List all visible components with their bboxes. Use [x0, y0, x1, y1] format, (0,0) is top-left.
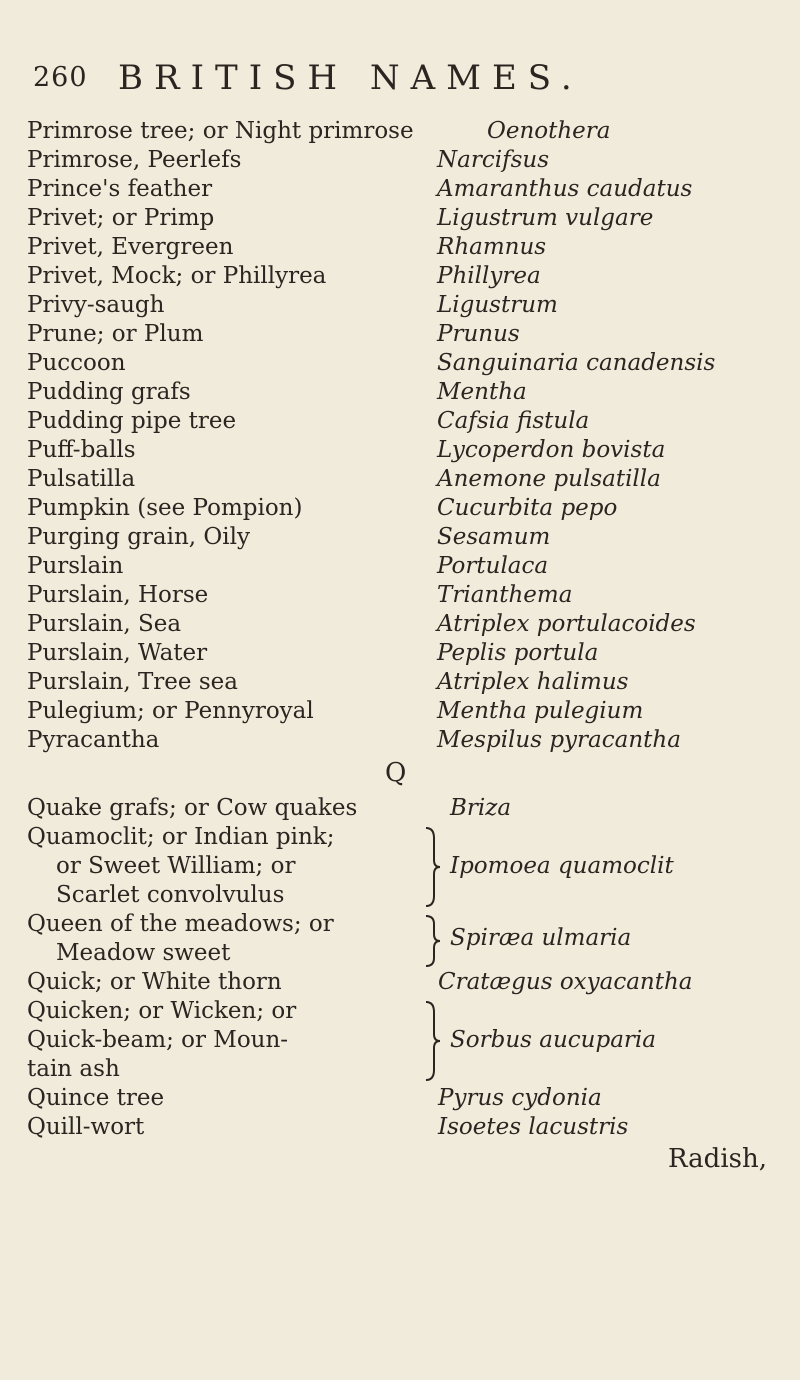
latin-name: Cafsia fistula — [437, 408, 590, 434]
english-name: Purslain, Horse — [27, 582, 209, 608]
english-name: Prince's feather — [27, 176, 213, 202]
english-name: Privet, Evergreen — [27, 234, 234, 260]
latin-name: Ligustrum — [437, 292, 558, 318]
latin-name: Atriplex halimus — [437, 669, 629, 695]
english-name: Purslain — [27, 553, 124, 579]
latin-name: Atriplex portulacoides — [437, 611, 696, 637]
english-name: Primrose, Peerlefs — [27, 147, 242, 173]
english-name: tain ash — [27, 1056, 120, 1082]
english-name: Puff-balls — [27, 437, 136, 463]
english-name: Meadow sweet — [56, 940, 231, 966]
latin-name: Sesamum — [437, 524, 551, 550]
english-name: Pulsatilla — [27, 466, 136, 492]
latin-name: Briza — [450, 795, 512, 821]
brace-icon — [422, 914, 442, 968]
english-name: Pudding pipe tree — [27, 408, 237, 434]
english-name: Scarlet convolvulus — [56, 882, 285, 908]
latin-name: Cucurbita pepo — [437, 495, 618, 521]
latin-name: Trianthema — [437, 582, 573, 608]
latin-name: Mentha — [437, 379, 527, 405]
latin-name: Prunus — [437, 321, 520, 347]
english-name: Primrose tree; or Night primrose — [27, 118, 414, 144]
english-name: Quick-beam; or Moun- — [27, 1027, 289, 1053]
english-name: Puccoon — [27, 350, 126, 376]
english-name: Quince tree — [27, 1085, 165, 1111]
latin-name: Amaranthus caudatus — [437, 176, 693, 202]
latin-name: Ipomoea quamoclit — [450, 853, 674, 879]
english-name: Quill-wort — [27, 1114, 145, 1140]
catchword: Radish, — [668, 1144, 767, 1174]
english-name: Quamoclit; or Indian pink; — [27, 824, 335, 850]
brace-icon — [422, 826, 442, 908]
english-name: Privet, Mock; or Phillyrea — [27, 263, 327, 289]
english-name: Purslain, Water — [27, 640, 208, 666]
running-title: BRITISH NAMES. — [118, 58, 583, 98]
english-name: Purslain, Tree sea — [27, 669, 238, 695]
english-name: Quicken; or Wicken; or — [27, 998, 297, 1024]
brace-icon — [422, 1000, 442, 1082]
page-header — [0, 58, 800, 98]
latin-name: Portulaca — [437, 553, 549, 579]
section-letter: Q — [385, 758, 407, 788]
english-name: Quick; or White thorn — [27, 969, 282, 995]
latin-name: Ligustrum vulgare — [437, 205, 654, 231]
latin-name: Sanguinaria canadensis — [437, 350, 716, 376]
latin-name: Peplis portula — [437, 640, 599, 666]
english-name: Privet; or Primp — [27, 205, 215, 231]
english-name: Purging grain, Oily — [27, 524, 250, 550]
page-number: 260 — [33, 62, 88, 93]
english-name: Pulegium; or Pennyroyal — [27, 698, 314, 724]
latin-name: Isoetes lacustris — [438, 1114, 629, 1140]
latin-name: Phillyrea — [437, 263, 541, 289]
english-name: Queen of the meadows; or — [27, 911, 334, 937]
english-name: Privy-saugh — [27, 292, 165, 318]
latin-name: Mentha pulegium — [437, 698, 644, 724]
latin-name: Rhamnus — [437, 234, 547, 260]
latin-name: Oenothera — [487, 118, 611, 144]
english-name: Pumpkin (see Pompion) — [27, 495, 303, 521]
latin-name: Narcifsus — [437, 147, 550, 173]
latin-name: Spiræa ulmaria — [450, 925, 632, 951]
latin-name: Sorbus aucuparia — [450, 1027, 656, 1053]
english-name: Pyracantha — [27, 727, 160, 753]
latin-name: Mespilus pyracantha — [437, 727, 681, 753]
english-name: or Sweet William; or — [56, 853, 296, 879]
latin-name: Anemone pulsatilla — [437, 466, 661, 492]
latin-name: Lycoperdon bovista — [437, 437, 666, 463]
english-name: Quake grafs; or Cow quakes — [27, 795, 358, 821]
latin-name: Pyrus cydonia — [438, 1085, 602, 1111]
latin-name: Cratægus oxyacantha — [438, 969, 693, 995]
english-name: Pudding grafs — [27, 379, 191, 405]
english-name: Prune; or Plum — [27, 321, 204, 347]
english-name: Purslain, Sea — [27, 611, 182, 637]
